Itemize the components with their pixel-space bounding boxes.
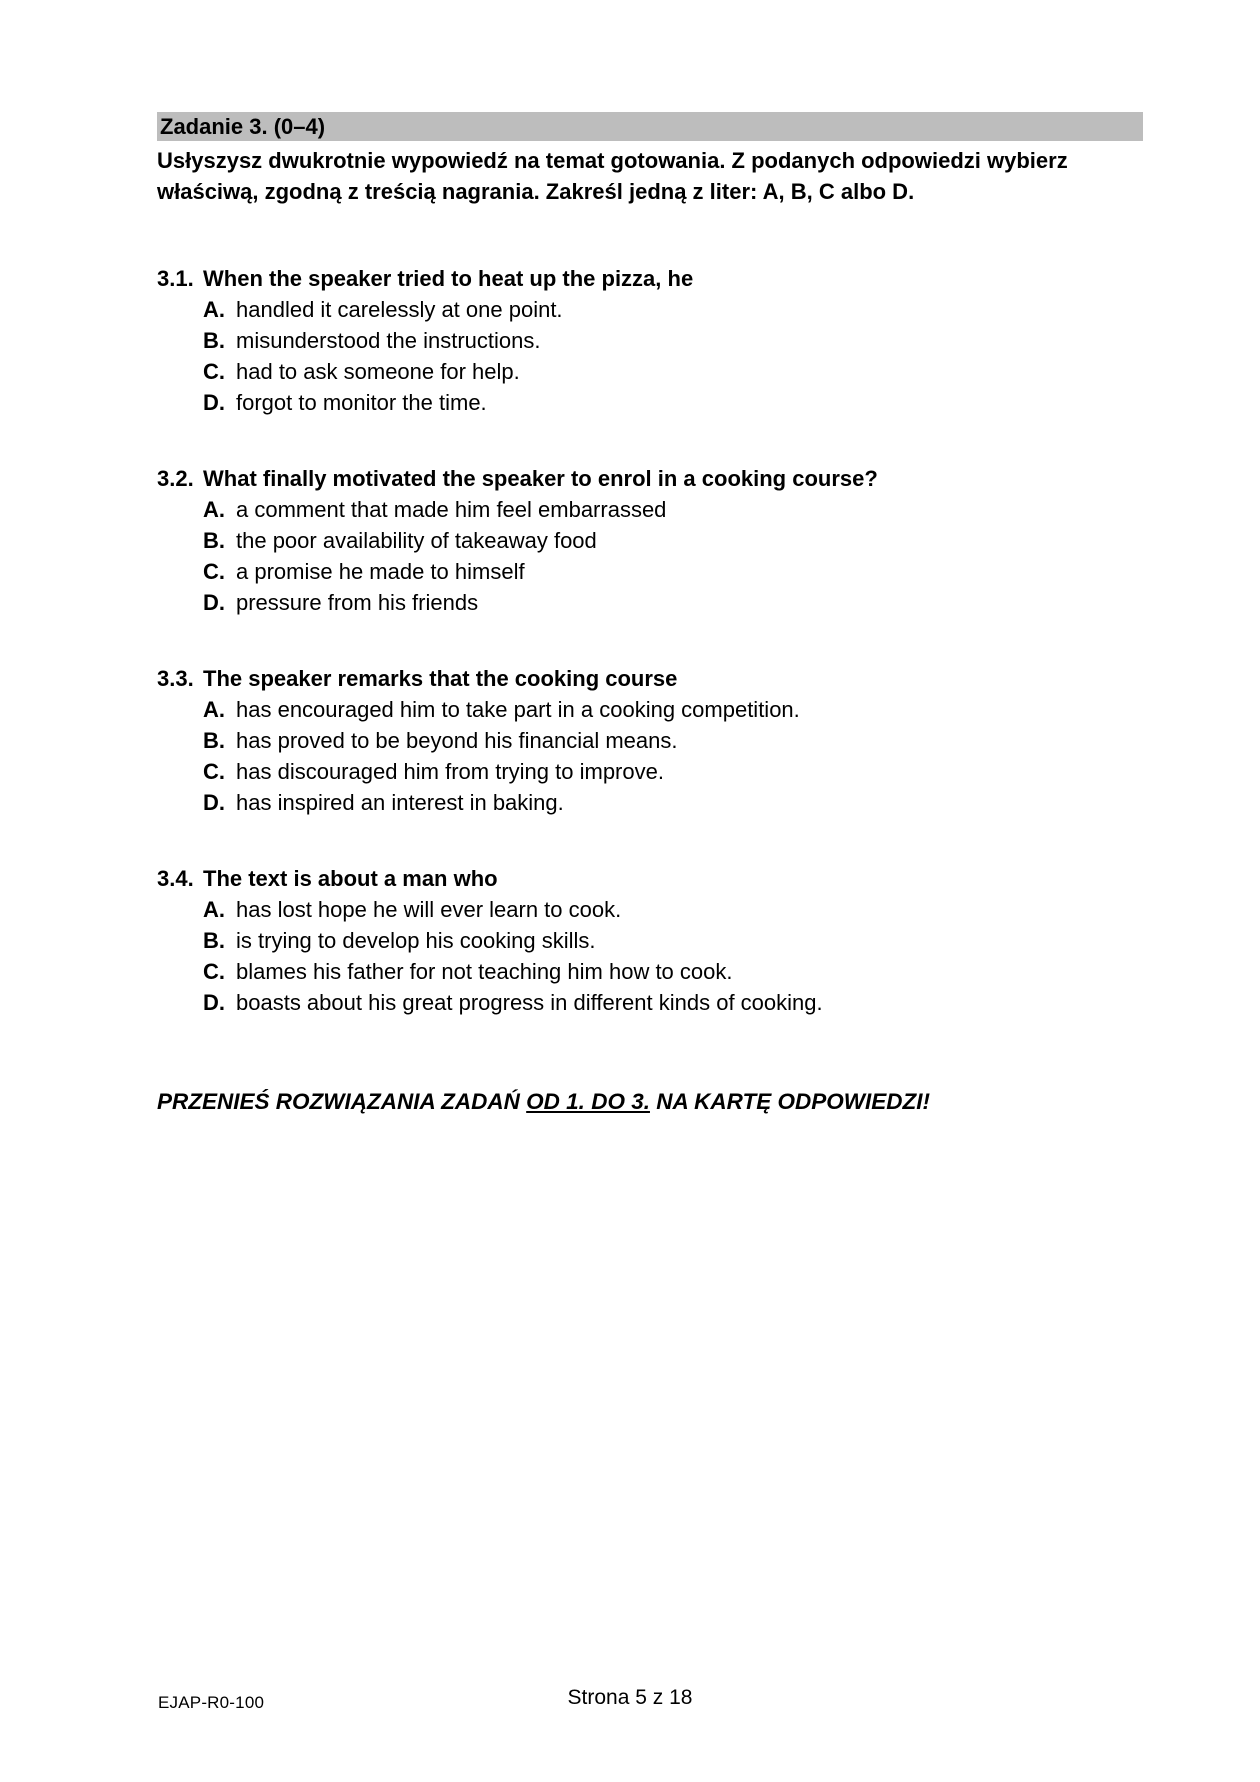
option-row (157, 756, 1167, 787)
option-row (157, 325, 1167, 356)
transfer-instruction (157, 1089, 1167, 1115)
question-number: 3.4. (157, 866, 194, 891)
option-row (157, 894, 1167, 925)
question-block-3-3 (157, 663, 1167, 818)
option-row (157, 525, 1167, 556)
option-letter: B. (203, 928, 225, 953)
option-row (157, 587, 1167, 618)
task-header: Zadanie 3. (0–4) (157, 112, 1143, 141)
option-letter: D. (203, 590, 225, 615)
question-text: The text is about a man who (203, 866, 498, 891)
option-row (157, 725, 1167, 756)
question-heading (157, 263, 1167, 294)
option-row (157, 294, 1167, 325)
transfer-instruction-underlined: OD 1. DO 3. (526, 1089, 650, 1114)
option-text: has encouraged him to take part in a cooking competition. (236, 697, 800, 722)
option-text: a comment that made him feel embarrassed (236, 497, 667, 522)
options-list (157, 694, 1167, 818)
option-letter: D. (203, 390, 225, 415)
options-list (157, 494, 1167, 618)
option-text: has lost hope he will ever learn to cook. (236, 897, 622, 922)
option-letter: A. (203, 897, 225, 922)
option-text: has proved to be beyond his financial means. (236, 728, 678, 753)
option-row (157, 556, 1167, 587)
option-letter: C. (203, 359, 225, 384)
option-letter: C. (203, 559, 225, 584)
transfer-instruction-prefix: PRZENIEŚ ROZWIĄZANIA ZADAŃ (157, 1089, 520, 1114)
option-row (157, 694, 1167, 725)
option-letter: D. (203, 790, 225, 815)
question-block-3-2 (157, 463, 1167, 618)
option-row (157, 987, 1167, 1018)
option-text: a promise he made to himself (236, 559, 525, 584)
question-text: The speaker remarks that the cooking course (203, 666, 678, 691)
question-heading (157, 863, 1167, 894)
question-heading (157, 663, 1167, 694)
option-row (157, 956, 1167, 987)
question-number: 3.2. (157, 466, 194, 491)
option-text: is trying to develop his cooking skills. (236, 928, 596, 953)
option-letter: D. (203, 990, 225, 1015)
option-row (157, 925, 1167, 956)
option-text: misunderstood the instructions. (236, 328, 541, 353)
question-text: What finally motivated the speaker to enrol in a cooking course? (203, 466, 878, 491)
question-text: When the speaker tried to heat up the pizza, he (203, 266, 694, 291)
option-letter: B. (203, 328, 225, 353)
option-letter: A. (203, 697, 225, 722)
question-block-3-1 (157, 263, 1167, 418)
footer-exam-code: EJAP-R0-100 (158, 1693, 265, 1712)
options-list (157, 294, 1167, 418)
option-row (157, 787, 1167, 818)
footer-page-number: Strona 5 z 18 (567, 1686, 693, 1709)
option-text: the poor availability of takeaway food (236, 528, 597, 553)
option-text: has discouraged him from trying to improve. (236, 759, 664, 784)
option-letter: B. (203, 528, 225, 553)
question-number: 3.3. (157, 666, 194, 691)
option-row (157, 494, 1167, 525)
option-text: forgot to monitor the time. (236, 390, 487, 415)
option-row (157, 356, 1167, 387)
option-letter: A. (203, 297, 225, 322)
option-letter: C. (203, 759, 225, 784)
transfer-instruction-suffix: NA KARTĘ ODPOWIEDZI! (656, 1089, 930, 1114)
question-number: 3.1. (157, 266, 194, 291)
option-letter: C. (203, 959, 225, 984)
option-letter: B. (203, 728, 225, 753)
option-text: pressure from his friends (236, 590, 479, 615)
option-text: handled it carelessly at one point. (236, 297, 563, 322)
option-text: blames his father for not teaching him how to cook. (236, 959, 733, 984)
option-row (157, 387, 1167, 418)
question-heading (157, 463, 1167, 494)
option-text: boasts about his great progress in different kinds of cooking. (236, 990, 823, 1015)
option-text: had to ask someone for help. (236, 359, 520, 384)
task-instructions: Usłyszysz dwukrotnie wypowiedź na temat gotowania. Z podanych odpowiedzi wybierz właściwą, zgodną z treścią nagrania. Zakreśl jedną z liter: A, B, C albo D. (157, 148, 1068, 204)
option-text: has inspired an interest in baking. (236, 790, 564, 815)
question-block-3-4 (157, 863, 1167, 1018)
option-letter: A. (203, 497, 225, 522)
options-list (157, 894, 1167, 1018)
